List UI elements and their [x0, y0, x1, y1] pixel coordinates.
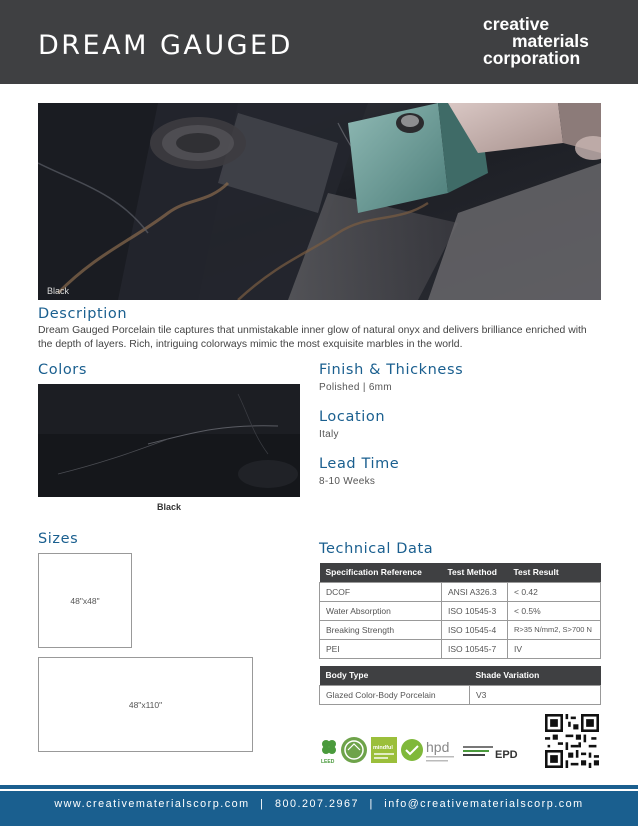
logo-line-1: creative [483, 14, 550, 34]
table-row [320, 639, 601, 658]
cell-spec: Water Absorption [320, 601, 442, 620]
table-row [320, 620, 601, 639]
product-title: DREAM GAUGED [38, 30, 293, 61]
footer-separator: | [260, 798, 265, 810]
body-type-header-row [320, 666, 601, 685]
qr-code [545, 714, 599, 768]
cert-icons [318, 734, 528, 766]
mindful-icon [371, 737, 397, 763]
location-heading: Location [319, 409, 386, 425]
recycle-globe-icon [341, 737, 367, 763]
size-label-48x110: 48"x110" [128, 699, 163, 710]
leed-text: LEED [321, 759, 335, 765]
cell-spec: Breaking Strength [320, 620, 442, 639]
company-logo [483, 16, 613, 68]
hpd-icon [426, 739, 454, 762]
qr-code-icon[interactable] [545, 714, 599, 768]
finish-value: Polished | 6mm [319, 382, 392, 393]
col-spec-reference: Specification Reference [320, 563, 442, 582]
description-heading: Description [38, 306, 128, 322]
hero-image [38, 103, 601, 300]
certification-logos [318, 734, 528, 766]
technical-table [319, 563, 601, 659]
size-label-48x48: 48"x48" [70, 595, 100, 606]
table-row [320, 685, 601, 704]
hero-onyx-scene [38, 103, 601, 300]
epd-text: EPD [495, 749, 518, 761]
footer-email-link[interactable]: info@creativematerialscorp.com [384, 798, 584, 810]
cell-result: IV [508, 639, 601, 658]
technical-heading: Technical Data [319, 541, 434, 557]
cell-body-type: Glazed Color-Body Porcelain [320, 685, 470, 704]
cell-method: ISO 10545-7 [442, 639, 508, 658]
size-box-rectangle [38, 657, 253, 752]
cell-result: < 0.42 [508, 582, 601, 601]
hero-caption: Black [47, 286, 70, 296]
footer-website-link[interactable]: www.creativematerialscorp.com [54, 798, 250, 810]
body-type-table [319, 666, 601, 705]
lead-time-heading: Lead Time [319, 456, 400, 472]
cell-result: R>35 N/mm2, S>700 N [508, 620, 601, 639]
epd-icon [463, 746, 518, 761]
table-row [320, 601, 601, 620]
footer-divider [0, 785, 638, 789]
hpd-text: hpd [426, 739, 450, 755]
finish-heading: Finish & Thickness [319, 362, 464, 378]
location-value: Italy [319, 429, 339, 440]
technical-header-row [320, 563, 601, 582]
cell-result: < 0.5% [508, 601, 601, 620]
logo-line-2: materials [512, 31, 589, 51]
footer [0, 791, 638, 826]
description-text: Dream Gauged Porcelain tile captures that unmistakable inner glow of natural onyx and delivers brilliance enriched with the depth of layers. Rich, intriguing colorways mimic the most exquisite marbles in the world. [38, 325, 587, 350]
footer-separator: | [369, 798, 374, 810]
col-shade-variation: Shade Variation [470, 666, 601, 685]
col-test-method: Test Method [442, 563, 508, 582]
logo-line-3: corporation [483, 48, 581, 68]
cell-spec: DCOF [320, 582, 442, 601]
sizes-heading: Sizes [38, 531, 79, 547]
color-swatch-black [38, 384, 300, 497]
leed-icon [321, 740, 336, 765]
mindful-text: mindful [373, 745, 393, 751]
color-swatch-label: Black [156, 502, 182, 512]
cell-method: ANSI A326.3 [442, 582, 508, 601]
lead-time-value: 8-10 Weeks [319, 476, 376, 487]
cell-method: ISO 10545-3 [442, 601, 508, 620]
table-row [320, 582, 601, 601]
cell-spec: PEI [320, 639, 442, 658]
cell-shade-variation: V3 [470, 685, 601, 704]
col-body-type: Body Type [320, 666, 470, 685]
colors-heading: Colors [38, 362, 88, 378]
col-test-result: Test Result [508, 563, 601, 582]
footer-phone[interactable]: 800.207.2967 [274, 798, 359, 810]
green-seal-icon [401, 739, 423, 761]
header [0, 0, 638, 84]
size-box-square [38, 553, 132, 648]
cell-method: ISO 10545-4 [442, 620, 508, 639]
swatch-texture [38, 384, 300, 497]
